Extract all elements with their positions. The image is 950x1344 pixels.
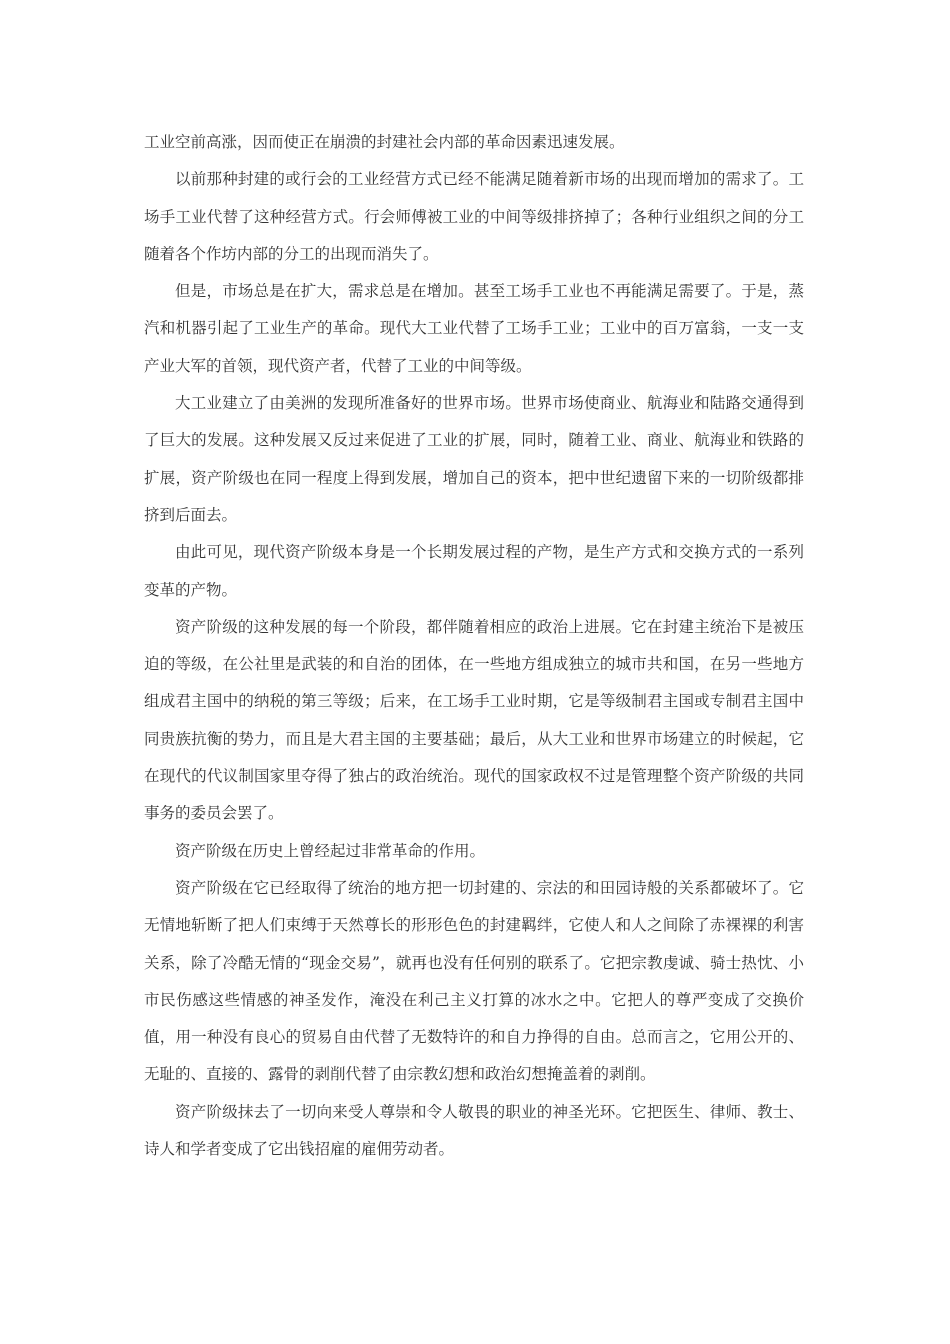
paragraph-9: 资产阶级抹去了一切向来受人尊崇和令人敬畏的职业的神圣光环。它把医生、律师、教士、诗人和学者变成了它出钱招雇的雇佣劳动者。 — [144, 1102, 804, 1159]
paragraph-3: 但是，市场总是在扩大，需求总是在增加。甚至工场手工业也不再能满足需要了。于是，蒸汽和机器引起了工业生产的革命。现代大工业代替了工场手工业；工业中的百万富翁，一支一支产业大军的首领，现代资产者，代替了工业的中间等级。 — [144, 282, 804, 375]
paragraph-1: 工业空前高涨，因而使正在崩溃的封建社会内部的革命因素迅速发展。 — [144, 133, 625, 151]
paragraph-6: 资产阶级的这种发展的每一个阶段，都伴随着相应的政治上进展。它在封建主统治下是被压迫的等级，在公社里是武装的和自治的团体，在一些地方组成独立的城市共和国，在另一些地方组成君主国中的纳税的第三等级；后来，在工场手工业时期，它是等级制君主国或专制君主国中同贵族抗衡的势力，而且是大君主国的主要基础；最后，从大工业和世界市场建立的时候起，它在现代的代议制国家里夺得了独占的政治统治。现代的国家政权不过是管理整个资产阶级的共同事务的委员会罢了。 — [144, 617, 804, 823]
paragraph-2: 以前那种封建的或行会的工业经营方式已经不能满足随着新市场的出现而增加的需求了。工场手工业代替了这种经营方式。行会师傅被工业的中间等级排挤掉了；各种行业组织之间的分工随着各个作坊内部的分工的出现而消失了。 — [144, 170, 804, 263]
paragraph-5: 由此可见，现代资产阶级本身是一个长期发展过程的产物，是生产方式和交换方式的一系列变革的产物。 — [144, 543, 804, 599]
paragraph-4: 大工业建立了由美洲的发现所准备好的世界市场。世界市场使商业、航海业和陆路交通得到了巨大的发展。这种发展又反过来促进了工业的扩展，同时，随着工业、商业、航海业和铁路的扩展，资产阶级也在同一程度上得到发展，增加自己的资本，把中世纪遗留下来的一切阶级都排挤到后面去。 — [144, 394, 804, 524]
paragraph-7: 资产阶级在历史上曾经起过非常革命的作用。 — [175, 841, 486, 860]
paragraph-8: 资产阶级在它已经取得了统治的地方把一切封建的、宗法的和田园诗般的关系都破坏了。它无情地斩断了把人们束缚于天然尊长的形形色色的封建羁绊，它使人和人之间除了赤裸裸的利害关系，除了冷酷无情的“现金交易”，就再也没有任何别的联系了。它把宗教虔诚、骑士热忱、小市民伤感这些情感的神圣发作，淹没在利己主义打算的冰水之中。它把人的尊严变成了交换价值，用一种没有良心的贸易自由代替了无数特许的和自力挣得的自由。总而言之，它用公开的、无耻的、直接的、露骨的剥削代替了由宗教幻想和政治幻想掩盖着的剥削。 — [144, 878, 804, 1084]
document-body — [144, 124, 804, 1168]
